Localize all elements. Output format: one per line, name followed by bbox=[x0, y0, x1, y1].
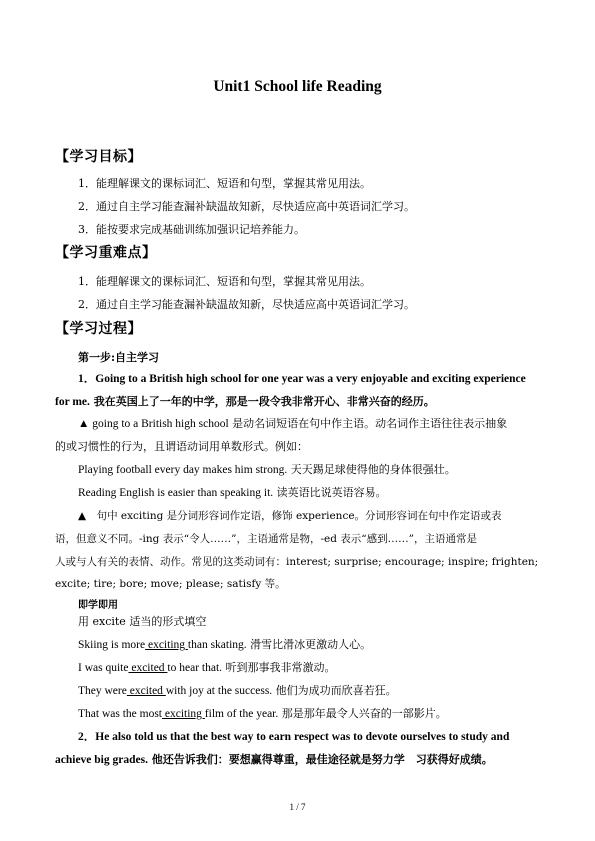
practice-instruction: 用 excite 适当的形式填空 bbox=[78, 615, 207, 628]
page-number: 1 / 7 bbox=[289, 802, 306, 812]
example-sentence: Playing football every day makes him strong. 天天踢足球使得他的身体很强壮。 bbox=[78, 463, 456, 476]
goal-item: 3．能按要求完成基础训练加强识记培养能力。 bbox=[78, 223, 305, 236]
key-point-item: 2．通过自主学习能查漏补缺温故知新，尽快适应高中英语词汇学习。 bbox=[78, 298, 415, 311]
answer-blank: excited bbox=[126, 685, 166, 697]
practice-item: That was the most exciting film of the year. 那是那年最令人兴奋的一部影片。 bbox=[78, 707, 447, 720]
process-heading: 【学习过程】 bbox=[55, 321, 142, 337]
practice-item: Skiing is more exciting than skating. 滑雪比滑冰更激动人心。 bbox=[78, 638, 372, 651]
sentence-2-line-1: 2．He also told us that the best way to earn respect was to devote ourselves to study and bbox=[78, 731, 510, 743]
goal-item: 1．能理解课文的课标词汇、短语和句型，掌握其常见用法。 bbox=[78, 177, 371, 190]
note-2-line-1: ▲ 句中 exciting 是分词形容词作定语，修饰 experience。分词形容词在句中作定语或表 bbox=[78, 510, 502, 522]
goal-item: 2．通过自主学习能查漏补缺温故知新，尽快适应高中英语词汇学习。 bbox=[78, 200, 415, 213]
note-1-line-1: ▲ going to a British high school 是动名词短语在句中作主语。动名词作主语往往表示抽象 bbox=[78, 417, 508, 430]
sentence-1-line-2: for me. 我在英国上了一年的中学，那是一段令我非常开心、非常兴奋的经历。 bbox=[55, 395, 435, 408]
answer-blank: excited bbox=[128, 662, 168, 674]
note-2-line-4: excite; tire; bore; move; please; satisfy 等。 bbox=[55, 578, 286, 590]
note-1-line-2: 的或习惯性的行为，且谓语动词用单数形式。例如： bbox=[55, 440, 308, 453]
sentence-1-line-1: 1．Going to a British high school for one year was a very enjoyable and exciting experience bbox=[78, 373, 526, 385]
note-2-line-3: 人或与人有关的表情、动作。常见的这类动词有：interest; surprise; encourage; inspire; frighten; bbox=[55, 556, 539, 568]
key-point-item: 1．能理解课文的课标词汇、短语和句型，掌握其常见用法。 bbox=[78, 275, 371, 288]
step-heading: 第一步:自主学习 bbox=[78, 351, 160, 364]
sentence-2-line-2: achieve big grades. 他还告诉我们：要想赢得尊重，最佳途径就是努力学 习获得好成绩。 bbox=[55, 753, 493, 766]
practice-item: They were excited with joy at the success. 他们为成功而欣喜若狂。 bbox=[78, 684, 397, 697]
goals-heading: 【学习目标】 bbox=[55, 149, 142, 165]
answer-blank: exciting bbox=[162, 708, 205, 720]
note-2-line-2: 语，但意义不同。-ing 表示“令人……”，主语通常是物，-ed 表示“感到……”，主语通常是 bbox=[55, 533, 478, 545]
example-sentence: Reading English is easier than speaking it. 读英语比说英语容易。 bbox=[78, 486, 387, 499]
practice-item: I was quite excited to hear that. 听到那事我非常激动。 bbox=[78, 661, 336, 674]
practice-label: 即学即用 bbox=[78, 600, 118, 611]
page-title: Unit1 School life Reading bbox=[213, 78, 382, 95]
key-points-heading: 【学习重难点】 bbox=[55, 245, 157, 261]
answer-blank: exciting bbox=[145, 639, 188, 651]
